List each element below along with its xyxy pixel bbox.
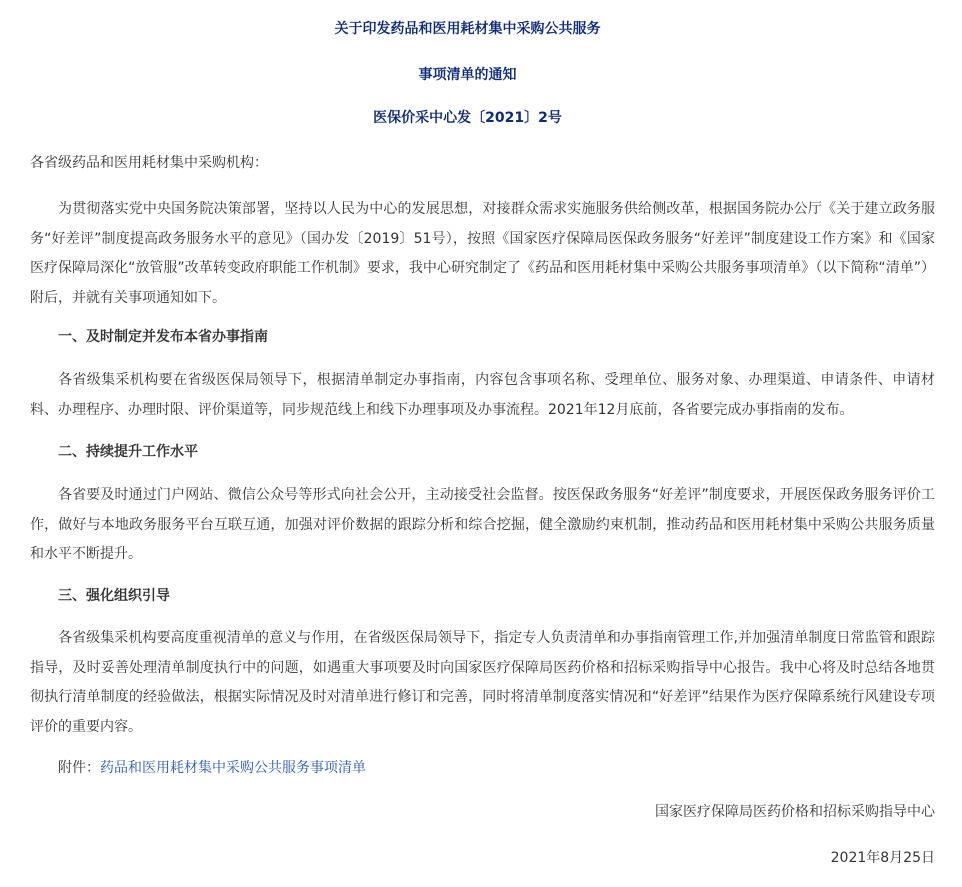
intro-paragraph: 为贯彻落实党中央国务院决策部署，坚持以人民为中心的发展思想，对接群众需求实施服务供给侧改革，根据国务院办公厅《关于建立政务服务“好差评”制度提高政务服务水平的意见》（国办发〔2019〕51号），按照《国家医疗保障局医保政务服务“好差评”制度建设工作方案》和《国家医疗保障局深化“放管服”改革转变政府职能工作机制》要求，我中心研究制定了《药品和医用耗材集中采购公共服务事项清单》（以下简称“清单”）附后，并就有关事项通知如下。 (30, 201, 935, 306)
attachment-label: 附件： (58, 760, 100, 776)
section-1-heading: 一、及时制定并发布本省办事指南 (58, 329, 268, 345)
notice-title-line-1: 关于印发药品和医用耗材集中采购公共服务 (334, 21, 601, 37)
section-2-body: 各省要及时通过门户网站、微信公众号等形式向社会公开，主动接受社会监督。按医保政务服务“好差评”制度要求，开展医保政务服务评价工作，做好与本地政务服务平台互联互通，加强对评价数据的跟踪分析和综合挖掘，健全激励约束机制，推动药品和医用耗材集中采购公共服务质量和水平不断提升。 (30, 487, 935, 562)
salutation: 各省级药品和医用耗材集中采购机构： (30, 155, 268, 171)
issue-date: 2021年8月25日 (830, 850, 935, 866)
notice-title-line-2: 事项清单的通知 (418, 67, 517, 83)
issuer-signature: 国家医疗保障局医药价格和招标采购指导中心 (655, 804, 935, 820)
section-1-body: 各省级集采机构要在省级医保局领导下，根据清单制定办事指南，内容包含事项名称、受理单位、服务对象、办理渠道、申请条件、申请材料、办理程序、办理时限、评价渠道等，同步规范线上和线下办理事项及办事流程。2021年12月底前，各省要完成办事指南的发布。 (30, 372, 935, 418)
section-3-body: 各省级集采机构要高度重视清单的意义与作用，在省级医保局领导下，指定专人负责清单和办事指南管理工作,并加强清单制度日常监管和跟踪指导，及时妥善处理清单制度执行中的问题，如遇重大事项要及时向国家医疗保障局医药价格和招标采购指导中心报告。我中心将及时总结各地贯彻执行清单制度的经验做法，根据实际情况及时对清单进行修订和完善，同时将清单制度落实情况和“好差评”结果作为医疗保障系统行风建设专项评价的重要内容。 (30, 630, 935, 735)
attachment-link[interactable]: 药品和医用耗材集中采购公共服务事项清单 (100, 760, 366, 776)
section-3-heading: 三、强化组织引导 (58, 588, 170, 604)
attachment-line (58, 758, 366, 778)
document-number: 医保价采中心发〔2021〕2号 (373, 110, 562, 126)
section-2-heading: 二、持续提升工作水平 (58, 444, 198, 460)
